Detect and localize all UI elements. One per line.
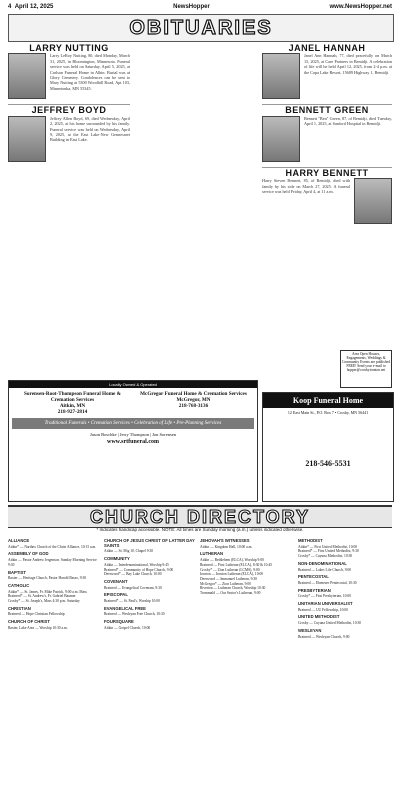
page-header [8,2,392,12]
obit-photo [8,53,46,99]
directory-entry: Aitkin* — St. James, Fr. Mike Patrick, 9:00 a.m. Mass [8,589,87,594]
directory-heading: ASSEMBLY OF GOD [8,551,49,557]
directory-note: * Indicates handicap accessible. NOTE: All times are Sunday morning (a.m.) unless indicated otherwise. [96,527,304,532]
directory-entry: Ironton — Ironton Lutheran (ELCA), 10:00 [200,572,264,577]
obit-photo [354,178,392,224]
church-directory-title: CHURCH DIRECTORY [89,506,310,527]
directory-entry: Brainerd — UU Fellowship, 10:00 [298,607,349,612]
obit-column-1 [8,43,130,164]
obit-text: Bennett "Ben" Green, 87, of Bemidji, died Tuesday, April 1, 2025, at Sanford Hospital in Bemidji. [304,115,392,127]
directory-entry: Crosby — Cuyuna United Methodist, 10:30 [298,621,362,626]
directory-col-3 [200,536,294,596]
directory-entry: Aitkin — Bethlehem (ELCA), Worship 9:00 [200,558,264,563]
directory-heading: UNITARIAN UNIVERSALIST [298,601,353,607]
obit-text-continued [136,46,256,51]
directory-entry: Brainerd — First Lutheran (ELCA), 8:30 & 10:45 [200,562,273,567]
free-events-ad: Area Open Houses, Engagements, Weddings & Community Events are published FREE! Send your e-mail to hopper@crosbyironton.net [340,350,392,388]
directory-entry: Crosby* — St. Joseph's, Mass 4:30 p.m. Saturday [8,599,80,604]
directory-entry: Brainerd — Evangelical Covenant, 9:30 [104,585,162,590]
site-url: www.NewsHopper.net [329,4,392,10]
church-directory-banner [8,505,392,528]
directory-heading: CATHOLIC [8,582,30,588]
directory-heading: FOURSQUARE [104,619,134,625]
koop-title: Koop Funeral Home [263,393,393,408]
obit-name-bennett: BENNETT GREEN [285,105,369,116]
obit-text: Janel Ann Hannah, 77, died peacefully on March 15, 2025, at Care Partners in Bemidji. A celebration of life will be held April 12, 2025, from 2-4 p.m. at the Copa Lake Resort, 15689 Highway 1, Bemidji. [304,53,392,75]
directory-entry: Crosby* — Zion Lutheran (LCMS), 9:00 [200,567,260,572]
directors: Jason Boschke | Jerry Thompson | Jon Sorensen [89,432,177,437]
directory-heading: CHRISTIAN [8,605,31,611]
obit-name-jeffrey: JEFFREY BOYD [31,105,107,116]
directory-entry: Aitkin — Pastor Andrew Jergenson. Sunday Morning Service 9:30 [8,558,97,567]
obit-text: Larry LeRoy Nutting, 80, died Monday, March 31, 2025, in Bloomington, Minnesota. Funeral service was held on Saturday, April 5, 2025, at Carlson Funeral Home in Albin. Burial was at Glory Cemetery. Condolences can be sent to Mary Nutting at 5300 Woodhill Road, Apt 103, Minnetonka, MN 55345. [50,53,130,91]
directory-entry: Trommald — Our Savior's Lutheran, 9:00 [200,591,261,596]
directory-heading: PENTECOSTAL [298,574,329,580]
koop-address: 12 East Main St., P.O. Box 7 • Crosby, MN 56441 [287,410,369,415]
directory-heading: UNITED METHODIST [298,614,340,620]
obit-photo [8,116,46,162]
sorensen-ad: Sorensen-Root-Thompson Funeral Home & Cremation Services Aitkin, MN 218-927-2814 [24,391,121,415]
ad-top-bar: Locally Owned & Operated [9,381,257,388]
directory-entry: Brainerd — Ebenezer Pentecostal, 10:30 [298,580,357,585]
directory-entry: Crosby* — First Presbyterian, 10:00 [298,594,352,599]
directory-entry: Deerwood — Immanuel Lutheran, 9:30 [200,576,257,581]
directory-heading: CHURCH OF JESUS CHRIST OF LATTER DAY SAINTS [104,538,195,548]
directory-heading: NON-DENOMINATIONAL [298,560,347,566]
directory-heading: COVENANT [104,578,128,584]
funeral-home-ad [8,380,258,502]
koop-ad [262,392,394,502]
directory-col-2 [104,536,196,631]
directory-entry: Brainerd* — St. Andrew's, Fr. Gabriel Baumer [8,594,76,599]
directory-col-4 [298,536,392,639]
obit-photo [262,116,300,162]
directory-heading: BAPTIST [8,569,26,575]
obituaries-banner [8,14,394,42]
page-number-date: 4 April 12, 2025 [8,4,54,10]
obit-column-2 [136,46,256,51]
directory-entry: Baxter, Lake Area — Worship 10:30 a.m. [8,625,68,630]
directory-entry: Aitkin* — Narthex Church of the Christ Alliance, 10:15 a.m. [8,544,97,549]
paper-name: NewsHopper [173,4,210,10]
directory-heading: LUTHERAN [200,551,224,557]
directory-entry: Crosby* — Cuyuna Methodist, 10:30 [298,554,353,559]
directory-entry: Riverton — Lutheran Church, Worship 10:30 [200,586,266,591]
directory-entry: Brainerd — Lakes Life Church, 9:00 [298,567,352,572]
directory-entry: Aitkin — Kingdom Hall, 10:00 a.m. [200,544,253,549]
obit-name-harry: HARRY BENNETT [285,167,369,178]
directory-heading: METHODIST [298,538,323,543]
directory-entry: Brainerd* — Community of Hope Church, 9:00 [104,567,174,572]
directory-entry: Brainerd — Wesleyan Free Church, 10:30 [104,612,165,617]
directory-entry: Deerwood* — Bay Lake Church, 10:00 [104,572,162,577]
directory-heading: COMMUNITY [104,556,130,562]
directory-heading: EVANGELICAL FREE [104,605,146,611]
directory-entry: Aitkin* — First United Methodist, 10:00 [298,544,358,549]
text-lines [136,46,256,51]
obituaries-title: OBITUARIES [129,16,273,39]
directory-heading: PRESBYTERIAN [298,587,331,593]
directory-entry: Aitkin — Interdenominational, Worship 9:45 [104,562,169,567]
directory-entry: Brainerd — Wesleyan Church, 9:00 [298,634,350,639]
directory-heading: ALLIANCE [8,538,30,543]
directory-entry: Aitkin — Gospel Church, 10:00 [104,625,151,630]
mcgregor-ad: McGregor Funeral Home & Cremation Services McGregor, MN 218-768-3136 [140,391,247,409]
directory-entry: Baxter — Heritage Church, Pastor Harold Basso, 9:30 [8,576,87,581]
obit-text: Jeffrey Allen Boyd, 69, died Wednesday, April 2, 2025, at his home surrounded by his family. Funeral service was held on Wednesday, April 9, 2025, at the East Lake-New Gennesaret Building in East Lake. [50,115,130,143]
obit-name-larry: LARRY NUTTING [29,43,109,53]
directory-heading: WESLEYAN [298,627,322,633]
services-strip: Traditional Funerals • Cremation Services • Celebration of Life • Pre-Planning Services [12,418,254,429]
obit-column-3 [262,43,392,226]
directory-entry: Brainerd* — First United Methodist, 9:30 [298,549,359,554]
directory-entry: Aitkin — Sr. Mtg 10, Chapel 9:30 [104,549,154,554]
koop-phone: 218-546-5531 [305,459,351,468]
directory-heading: EPISCOPAL [104,592,128,598]
obit-name-janel: JANEL HANNAH [288,43,366,53]
directory-heading: JEHOVAH'S WITNESSES [200,538,250,543]
directory-entry: Brainerd* — St. Paul's, Worship 10:00 [104,599,160,604]
obit-text: Harry Steven Bennett, 85, of Bemidji, died with family by his side on March 27, 2025. A funeral service was held Friday, April 4, at 11 a.m. [262,178,350,195]
directory-entry: Brainerd — Hope Christian Fellowship [8,612,65,617]
directory-col-1 [8,536,100,631]
directory-heading: CHURCH OF CHRIST [8,619,50,625]
obit-photo [262,53,300,99]
website-link[interactable]: www.srtfuneral.com [107,439,159,445]
directory-entry: McGregor* — Zion Lutheran, 9:00 [200,581,251,586]
